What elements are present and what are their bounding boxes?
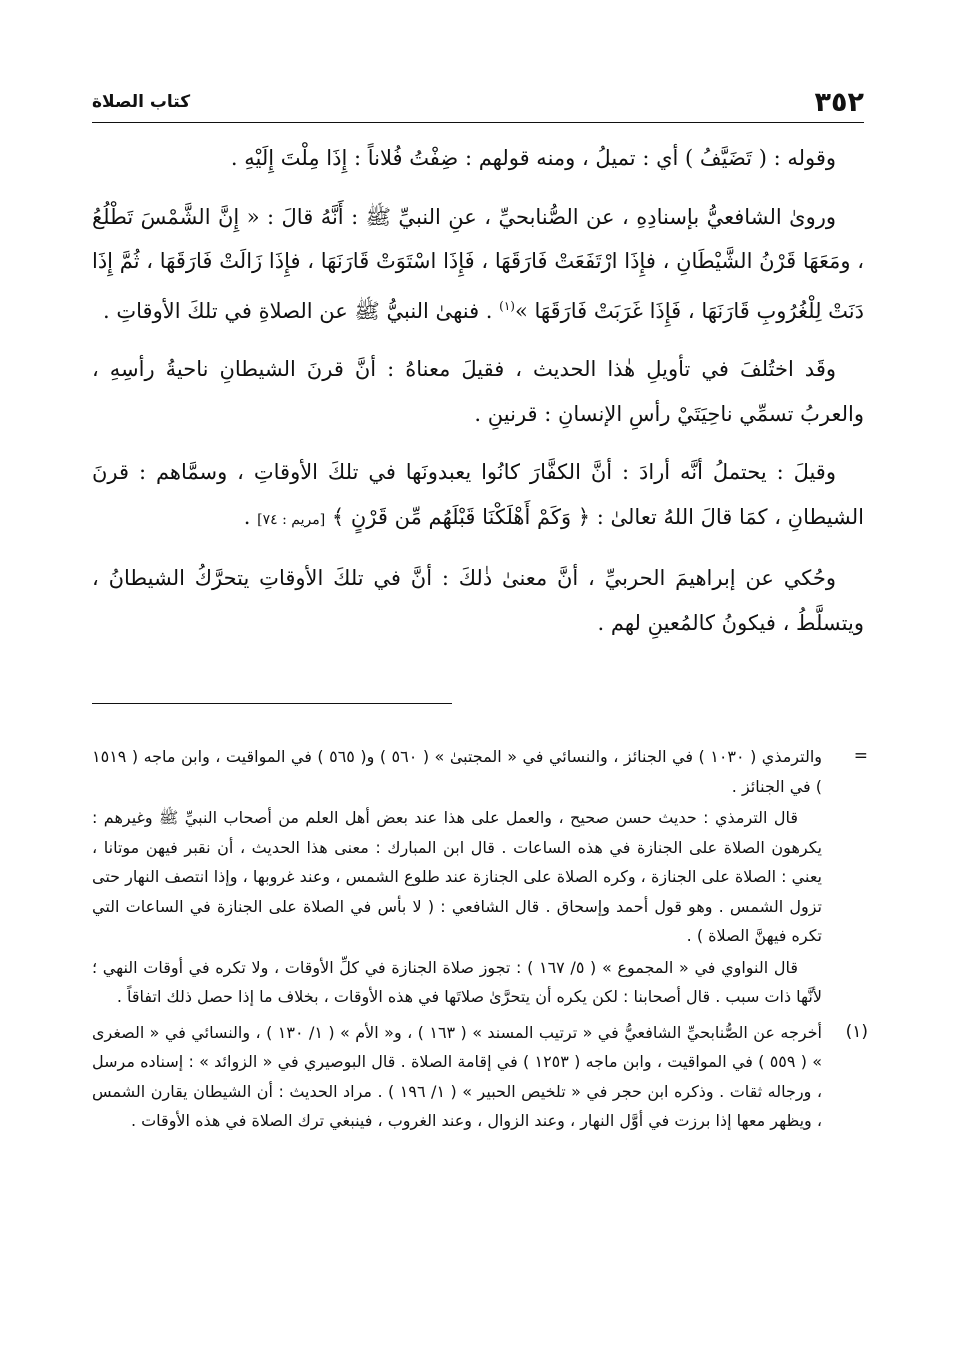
footnote-ref-1[interactable]: (١) [499, 298, 515, 313]
page-number: ٣٥٢ [814, 86, 864, 118]
page-header [92, 82, 864, 123]
paragraph-4-end: . [243, 504, 258, 529]
footnote-paragraph: والترمذي ( ١٠٣٠ ) في الجنائز ، والنسائي في « المجتبىٰ » ( ٥٦٠ ) و( ٥٦٥ ) في المواقيت ، وابن ماجه ( ١٥١٩ ) في الجنائز . [92, 747, 823, 796]
running-title: كتاب الصلاة [92, 92, 191, 112]
footnote-paragraph: قال النواوي في « المجموع » ( ٥/ ١٦٧ ) : تجوز صلاة الجنازة في كلِّ الأوقات ، ولا تكره في أوقات النهي ؛ لأنَّها ذات سبب . قال أصحابنا : لكن يكره أن يتحرَّىٰ صلاتَها في هذه الأوقات ، بخلاف ما إذا حصل ذلك اتفاقاً . [92, 957, 822, 1006]
paragraph-3 [92, 347, 864, 436]
main-text [92, 136, 864, 659]
footnote-1-body [92, 1018, 822, 1138]
footnote-separator [92, 703, 452, 704]
footnote-continuation [92, 742, 868, 1014]
paragraph-3-text: وقَد اختُلفَ في تأويلِ هٰذا الحديث ، فقيلَ معناهُ : أنَّ قرنَ الشيطانِ ناحيةُ رأسِهِ ، والعربُ تسمِّي ناحِيَتَيْ رأسِ الإنسانِ : قرنينِ . [92, 357, 864, 426]
footnote-1 [92, 1018, 868, 1138]
paragraph-1-text: وقوله : ( تَضَيَّفُ ) أي : تميلُ ، ومنه قولهم : ضِفْتُ فُلاناً : إِذَا مِلْتَ إِلَيْهِ . [230, 146, 836, 170]
continuation-marker: = [853, 746, 868, 766]
paragraph-4-text: وقيلَ : يحتملُ أنَّه أرادَ : أنَّ الكفَّارَ كانُوا يعبدونَها في تلكَ الأوقاتِ ، وسمَّاهم : قرنَ الشيطانِ ، كمَا قالَ اللهُ تعالىٰ : ﴿ وَكَمْ أَهْلَكْنَا قَبْلَهُم مِّن قَرْنٍ ﴾ [92, 460, 864, 529]
quran-citation: [مريم : ٧٤] [257, 511, 326, 528]
footnote-1-text: أخرجه عن الصُّنابحيِّ الشافعيُّ في « ترتيب المسند » ( ١٦٣ ) ، و« الأم » ( ١/ ١٣٠ ) ، والنسائي في « الصغرى » ( ٥٥٩ ) في المواقيت ، وابن ماجه ( ١٢٥٣ ) في إقامة الصلاة . قال البوصيري في « الزوائد » : إسناده مرسل ، ورجاله ثقات . وذكره ابن حجر في « تلخيص الحبير » ( ١/ ١٩٦ ) . مراد الحديث : أن الشيطان يقارن الشمس ، ويظهر معها إذا برزت في أوَّل النهار ، وعند الزوال ، وعند الغروب ، فينبغي ترك الصلاة في هذه الأوقات . [92, 1022, 823, 1130]
paragraph-5-text: وحُكي عن إبراهيمَ الحربيِّ ، أنَّ معنىٰ ذٰلكَ : أنَّ في تلكَ الأوقاتِ يتحرَّكُ الشيطانُ ، ويتسلَّطُ ، فيكونُ كالمُعينِ لهم . [92, 566, 864, 635]
footnote-paragraph: قال الترمذي : حديث حسن صحيح ، والعمل على هذا عند بعض أهل العلم من أصحاب النبيِّ ﷺ وغيرهم : يكرهون الصلاة على الجنازة في هذه الساعات . قال ابن المبارك : معنى هذا الحديث ، أن نقبر فيهن موتانا ، يعني : الصلاة على الجنازة ، وكره الصلاة على الجنازة عند طلوع الشمس ، وعند غروبها ، وإذا انتصف النهار حتى تزول الشمس . وهو قول أحمد وإسحاق . قال الشافعي : ( لا بأس في الصلاة على الجنازة في الساعات التي تكره فيهنَّ الصلاة ) . [92, 808, 822, 945]
paragraph-5 [92, 556, 864, 645]
paragraph-2-text: وروىٰ الشافعيُّ بإسنادِهِ ، عن الصُّنابحيِّ ، عنِ النبيِّ ﷺ : أَنَّهُ قالَ : « إِنَّ الشَّمْسَ تَطْلُعُ ، ومَعَهَا قَرْنُ الشَّيْطَانِ ، فإِذَا ارْتَفَعَتْ فَارَقَهَا ، فَإِذَا اسْتَوَتْ قَارَنَهَا ، فإِذَا زَالَتْ فَارَقَهَا ، ثُمَّ إِذَا دَنَتْ لِلْغُرُوبِ قَارَنَهَا ، فَإِذَا غَرَبَتْ فَارَقَهَا » [92, 204, 864, 323]
paragraph-2-tail: . فنهىٰ النبيُّ ﷺ عن الصلاةِ في تلكَ الأوقاتِ . [103, 298, 500, 323]
footnote-1-marker: (١) [845, 1021, 868, 1042]
footnotes [92, 742, 868, 1142]
paragraph-2 [92, 195, 864, 334]
paragraph-4 [92, 450, 864, 542]
footnote-continuation-body [92, 742, 822, 1014]
paragraph-1 [92, 136, 864, 181]
